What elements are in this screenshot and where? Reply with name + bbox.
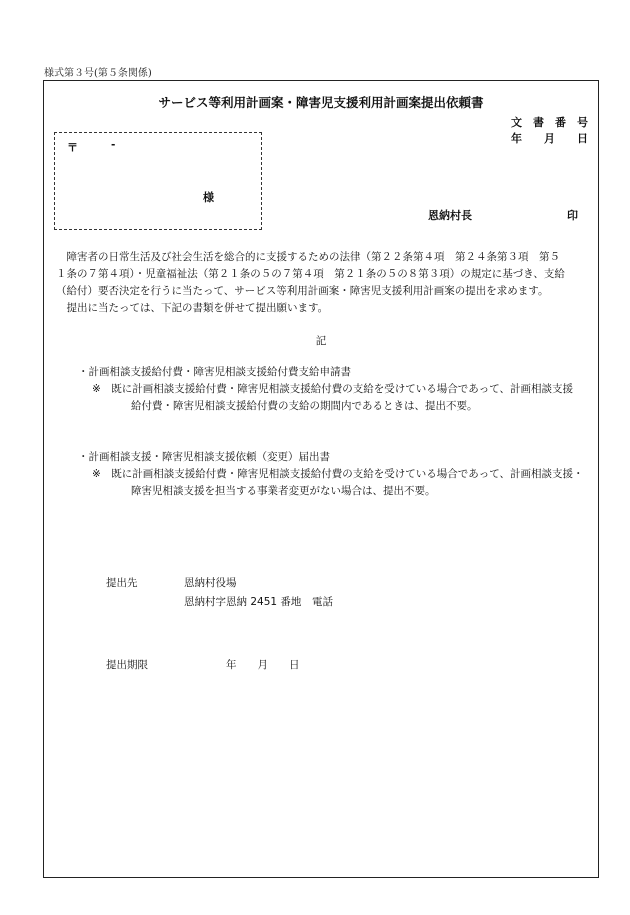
ki-heading: 記	[315, 335, 327, 347]
submission-phone-label: 電話	[312, 596, 333, 608]
document-frame	[43, 80, 599, 878]
body-paragraph	[56, 249, 590, 317]
recipient-suffix: 様	[203, 191, 214, 204]
item-note-continued: 給付費・障害児相談支援給付費の支給の期間内であるときは、提出不要。	[131, 400, 478, 412]
document-number-block	[511, 115, 588, 147]
body-line: 提出に当たっては、下記の書類を併せて提出願います。	[56, 302, 329, 314]
deadline-date: 年 月 日	[226, 659, 300, 671]
postal-mark: 〒	[67, 141, 78, 154]
submission-address: 恩納村字恩納 2451 番地	[184, 596, 302, 608]
issue-date-label: 年 月 日	[511, 132, 588, 145]
item-title: ・計画相談支援給付費・障害児相談支援給付費支給申請書	[78, 366, 351, 378]
seal-mark: 印	[567, 209, 578, 222]
submission-label: 提出先	[106, 577, 138, 589]
submission-office: 恩納村役場	[184, 577, 237, 589]
item-note-continued: 障害児相談支援を担当する事業者変更がない場合は、提出不要。	[131, 485, 436, 497]
recipient-address-box	[54, 132, 262, 230]
required-document-item	[78, 364, 573, 415]
body-line: 障害者の日常生活及び社会生活を総合的に支援するための法律（第２２条第４項 第２４条第３項 第５	[56, 251, 560, 263]
document-title: サービス等利用計画案・障害児支援利用計画案提出依頼書	[158, 95, 484, 110]
item-note: ※ 既に計画相談支援給付費・障害児相談支援給付費の支給を受けている場合であって、計画相談支援	[92, 383, 573, 395]
postal-dash: -	[111, 139, 116, 151]
item-note: ※ 既に計画相談支援給付費・障害児相談支援給付費の支給を受けている場合であって、計画相談支援・	[92, 468, 584, 480]
issuer-name: 恩納村長	[428, 209, 472, 222]
body-line: （給付）要否決定を行うに当たって、サービス等利用計画案・障害児支援利用計画案の提出を求めます。	[56, 285, 549, 297]
body-line: １条の７第４項）・児童福祉法（第２１条の５の７第４項 第２１条の５の８第３項）の規定に基づき、支給	[56, 268, 565, 280]
item-title: ・計画相談支援・障害児相談支援依頼（変更）届出書	[78, 451, 330, 463]
form-number: 様式第３号(第５条関係)	[44, 68, 152, 79]
document-number-label: 文 書 番 号	[511, 116, 588, 129]
deadline-label: 提出期限	[106, 659, 148, 671]
required-document-item	[78, 449, 583, 500]
